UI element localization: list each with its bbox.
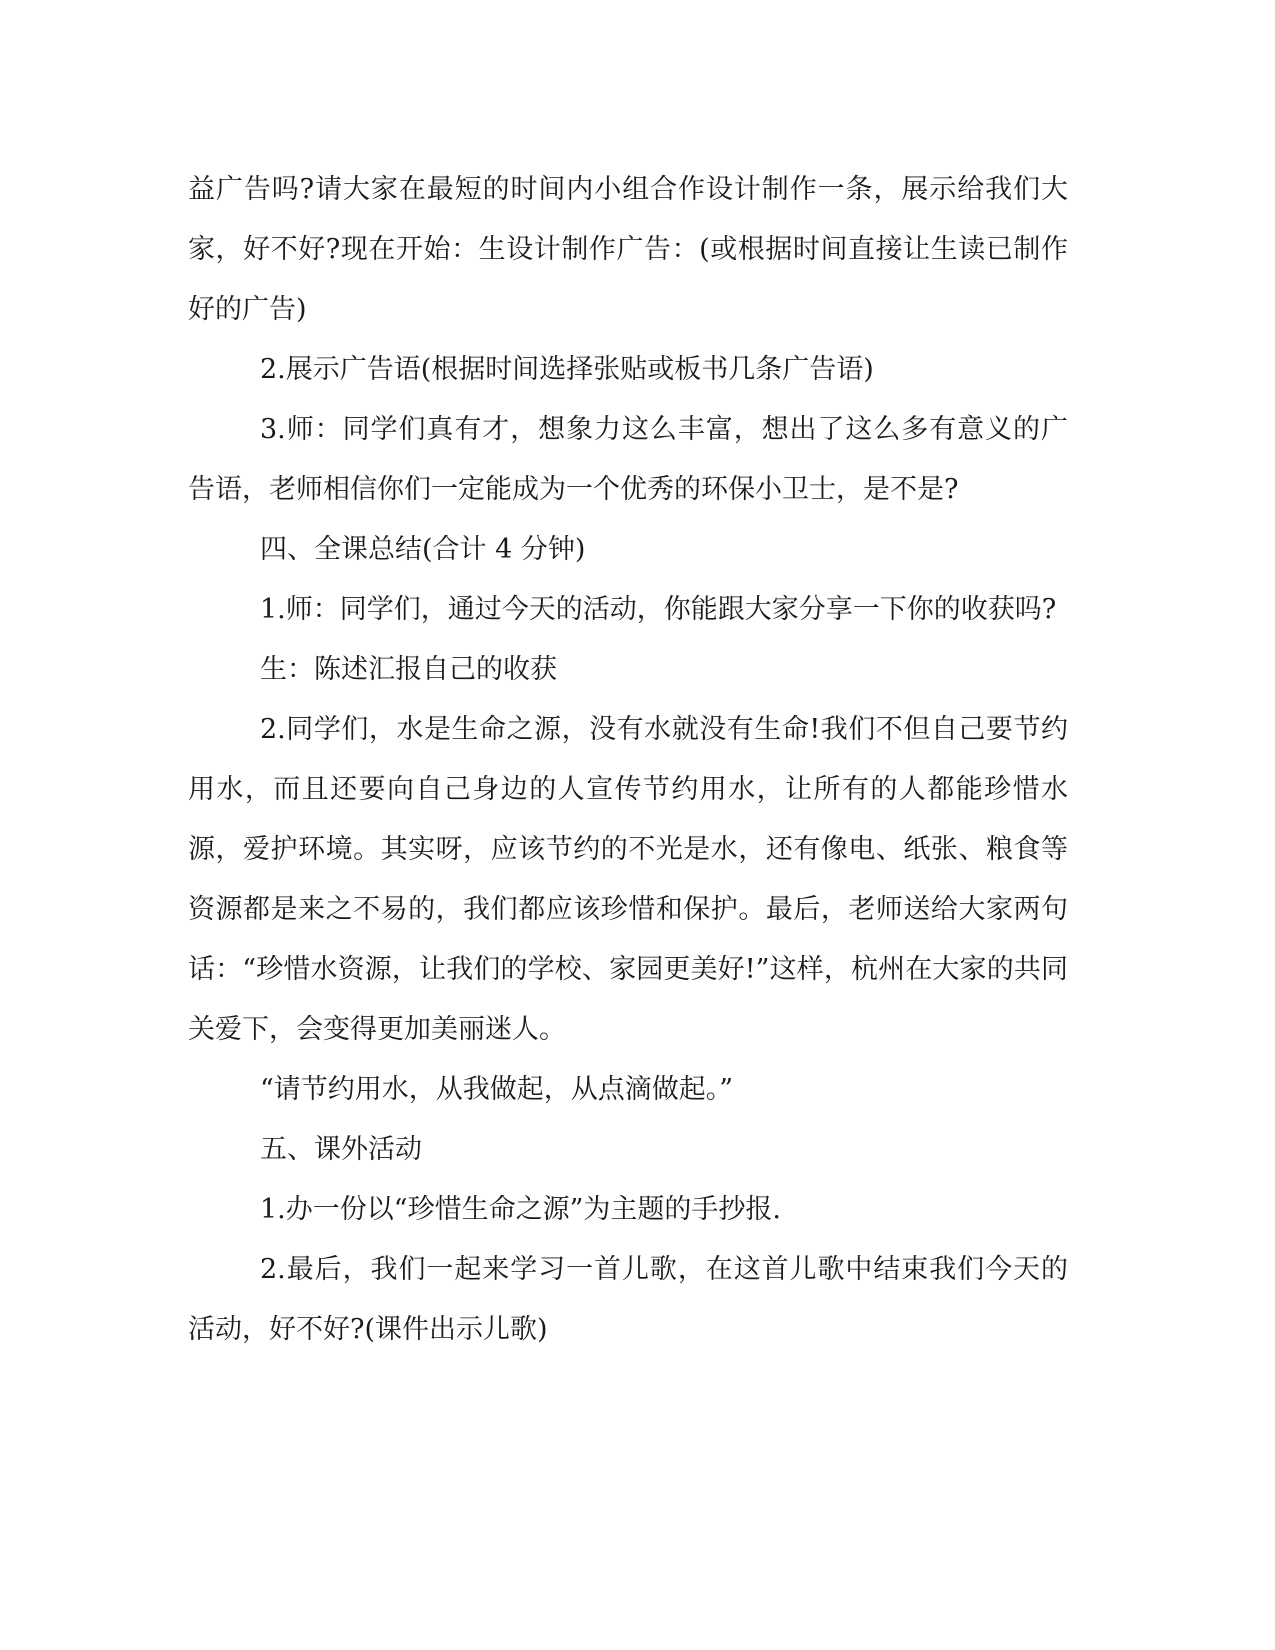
paragraph-show-slogans: 2.展示广告语(根据时间选择张贴或板书几条广告语) xyxy=(260,354,874,385)
paragraph-teacher-praise: 3.师：同学们真有才，想象力这么丰富，想出了这么多有意义的广告语，老师相信你们一定能成为一个优秀的环保小卫士，是不是? xyxy=(188,414,1068,505)
document-body xyxy=(188,160,1068,1360)
section-heading-activities: 五、课外活动 xyxy=(260,1134,422,1165)
section-heading-summary: 四、全课总结(合计 4 分钟) xyxy=(260,534,586,565)
paragraph-teacher-question: 1.师：同学们，通过今天的活动，你能跟大家分享一下你的收获吗? xyxy=(260,594,1057,625)
paragraph-ad-intro: 益广告吗?请大家在最短的时间内小组合作设计制作一条，展示给我们大家，好不好?现在开始：生设计制作广告：(或根据时间直接让生读已制作好的广告) xyxy=(188,174,1068,325)
paragraph-childrens-song: 2.最后，我们一起来学习一首儿歌，在这首儿歌中结束我们今天的活动，好不好?(课件出示儿歌) xyxy=(188,1254,1068,1345)
paragraph-student-report: 生：陈述汇报自己的收获 xyxy=(260,654,557,685)
paragraph-water-message: 2.同学们，水是生命之源，没有水就没有生命!我们不但自己要节约用水，而且还要向自己身边的人宣传节约用水，让所有的人都能珍惜水源，爱护环境。其实呀，应该节约的不光是水，还有像电、纸张、粮食等资源都是来之不易的，我们都应该珍惜和保护。最后，老师送给大家两句话：“珍惜水资源，让我们的学校、家园更美好!”这样，杭州在大家的共同关爱下，会变得更加美丽迷人。 xyxy=(188,714,1068,1045)
paragraph-slogan-quote: “请节约用水，从我做起，从点滴做起。” xyxy=(260,1074,734,1105)
paragraph-handwritten-paper: 1.办一份以“珍惜生命之源”为主题的手抄报. xyxy=(260,1194,781,1225)
